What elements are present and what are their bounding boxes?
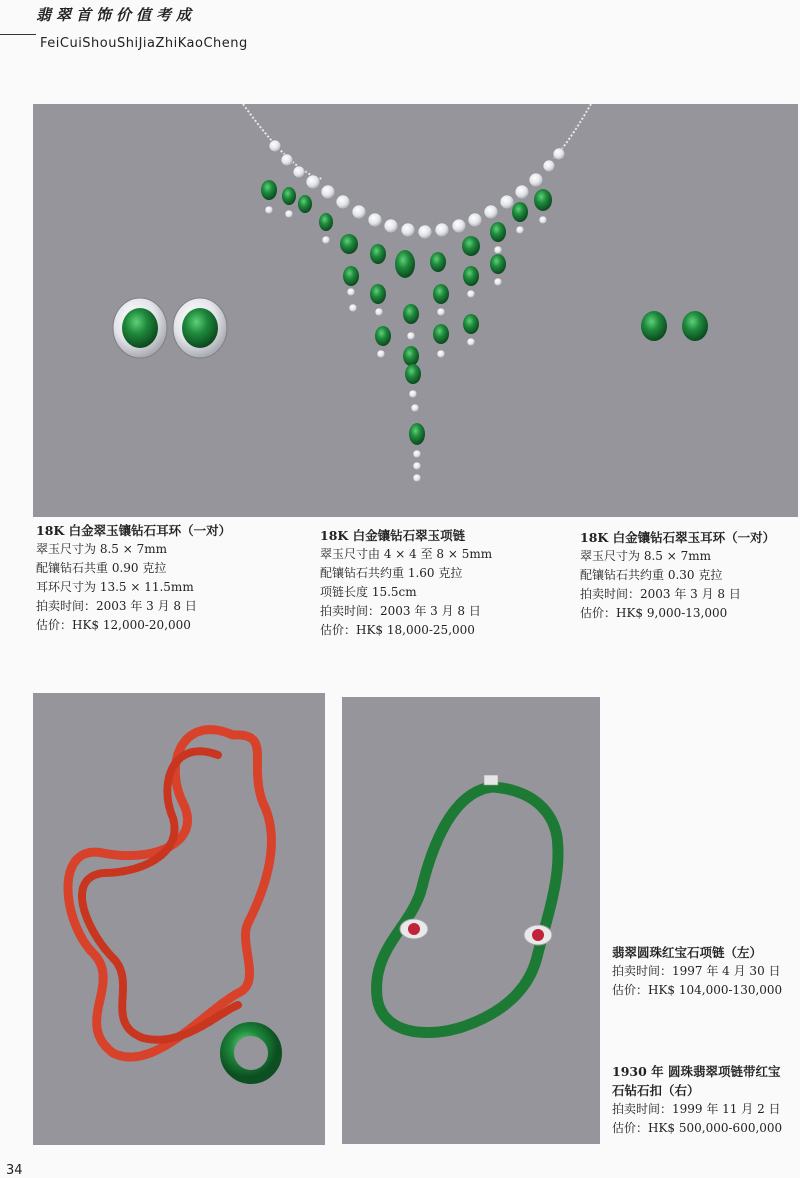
caption-jade-necklace xyxy=(612,943,782,1000)
caption-title: 18K 白金翠玉镶钻石耳环（一对） xyxy=(36,523,232,538)
caption-line: 翠玉尺寸由 4 × 4 至 8 × 5mm xyxy=(320,547,493,561)
caption-line: 翠玉尺寸为 8.5 × 7mm xyxy=(36,542,167,556)
caption-line: 拍卖时间：2003 年 3 月 8 日 xyxy=(36,599,197,613)
caption-title: 18K 白金镶钻石翠玉项链 xyxy=(320,528,466,543)
caption-earrings-left xyxy=(36,521,231,635)
caption-title: 1930 年 圆珠翡翠项链带红宝 xyxy=(612,1064,781,1079)
book-title: 翡翠首饰价值考成 xyxy=(36,6,197,24)
header-rule xyxy=(0,34,36,35)
caption-necklace xyxy=(320,526,492,640)
caption-line: 拍卖时间：1997 年 4 月 30 日 xyxy=(612,964,781,978)
caption-line: 配镶钻石共约重 0.30 克拉 xyxy=(580,568,723,582)
photo-jade-necklace xyxy=(342,697,600,1144)
caption-line: 拍卖时间：2003 年 3 月 8 日 xyxy=(320,604,481,618)
photo-necklace-earrings xyxy=(33,104,798,517)
caption-line: 配镶钻石共重 0.90 克拉 xyxy=(36,561,167,575)
caption-line: 耳环尺寸为 13.5 × 11.5mm xyxy=(36,580,194,594)
book-subtitle: FeiCuiShouShiJiaZhiKaoCheng xyxy=(40,36,248,51)
caption-earrings-right xyxy=(580,528,775,623)
caption-title-cont: 石钻石扣（右） xyxy=(612,1083,700,1098)
page-number: 34 xyxy=(6,1163,23,1178)
caption-line: 估价：HK$ 104,000-130,000 xyxy=(612,983,783,997)
caption-1930-necklace xyxy=(612,1062,782,1138)
caption-line: 估价：HK$ 12,000-20,000 xyxy=(36,618,191,632)
caption-line: 翠玉尺寸为 8.5 × 7mm xyxy=(580,549,711,563)
caption-title: 18K 白金镶钻石翠玉耳环（一对） xyxy=(580,530,776,545)
caption-line: 拍卖时间：2003 年 3 月 8 日 xyxy=(580,587,741,601)
caption-line: 配镶钻石共约重 1.60 克拉 xyxy=(320,566,463,580)
caption-line: 估价：HK$ 18,000-25,000 xyxy=(320,623,475,637)
caption-title: 翡翠圆珠红宝石项链（左） xyxy=(612,945,763,960)
caption-line: 拍卖时间：1999 年 11 月 2 日 xyxy=(612,1102,781,1116)
photo-coral-necklace xyxy=(33,693,325,1145)
caption-line: 项链长度 15.5cm xyxy=(320,585,417,599)
caption-line: 估价：HK$ 500,000-600,000 xyxy=(612,1121,783,1135)
caption-line: 估价：HK$ 9,000-13,000 xyxy=(580,606,728,620)
